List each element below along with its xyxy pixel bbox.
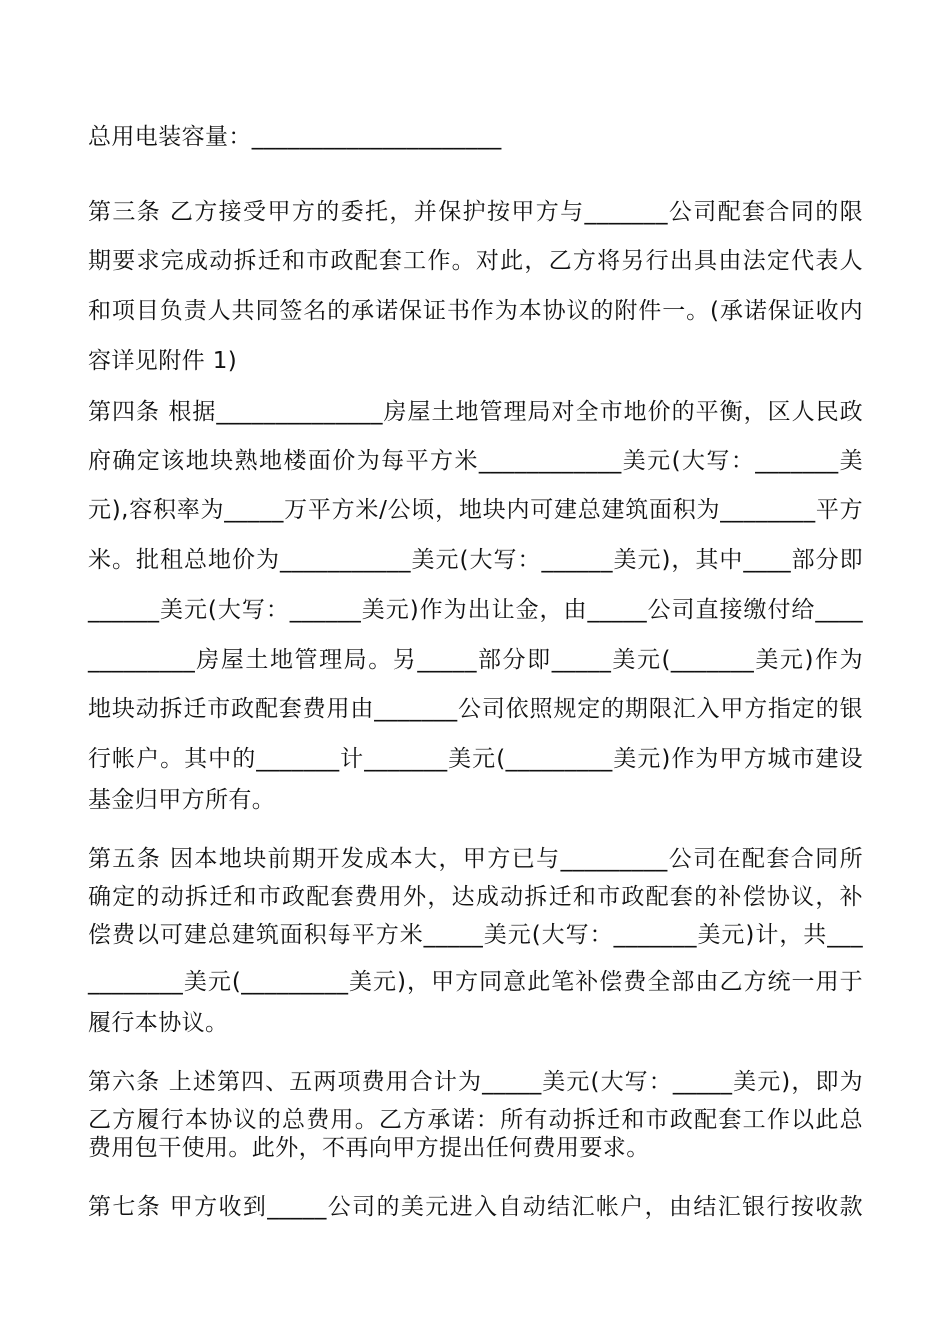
article-3-line-2: 期要求完成动拆迁和市政配套工作。对此，乙方将另行出具由法定代表人 [88,248,863,274]
article-5-line-1: 第五条 因本地块前期开发成本大，甲方已与_________公司在配套合同所 [88,846,863,872]
article-3-line-3: 和项目负责人共同签名的承诺保证书作为本协议的附件一。(承诺保证收内 [88,298,863,324]
article-5-line-2: 确定的动拆迁和市政配套费用外，达成动拆迁和市政配套的补偿协议，补 [88,884,863,910]
article-3-line-4: 容详见附件 1) [88,348,238,374]
article-5-line-3: 偿费以可建总建筑面积每平方米_____美元(大写：_______美元)计，共___ [88,922,863,948]
article-4-line-5: ______美元(大写：______美元)作为出让金，由_____公司直接缴付给____ [88,597,863,623]
article-4-line-3: 元),容积率为_____万平方米/公顷，地块内可建总建筑面积为________平方 [88,497,863,523]
article-4-line-1: 第四条 根据______________房屋土地管理局对全市地价的平衡，区人民政 [88,399,863,425]
article-7-line-1: 第七条 甲方收到_____公司的美元进入自动结汇帐户，由结汇银行按收款 [88,1194,863,1220]
article-5-line-5: 履行本协议。 [88,1010,229,1036]
article-4-line-4: 米。批租总地价为___________美元(大写：______美元)，其中____部分即 [88,547,863,573]
article-4-line-6: _________房屋土地管理局。另_____部分即_____美元(_______美元)作为 [88,647,863,673]
article-3-line-1: 第三条 乙方接受甲方的委托，并保护按甲方与_______公司配套合同的限 [88,199,863,225]
capacity-line: 总用电装容量：_____________________ [88,124,502,150]
article-5-line-4: ________美元(_________美元)，甲方同意此笔补偿费全部由乙方统一用于 [88,969,863,995]
article-6-line-1: 第六条 上述第四、五两项费用合计为_____美元(大写：_____美元)，即为 [88,1069,863,1095]
article-6-line-2: 乙方履行本协议的总费用。乙方承诺：所有动拆迁和市政配套工作以此总 [88,1107,863,1133]
article-4-line-8: 行帐户。其中的_______计_______美元(_________美元)作为甲方城市建设 [88,746,863,772]
article-4-line-7: 地块动拆迁市政配套费用由_______公司依照规定的期限汇入甲方指定的银 [88,696,863,722]
article-4-line-2: 府确定该地块熟地楼面价为每平方米____________美元(大写：_______美 [88,448,863,474]
article-4-line-9: 基金归甲方所有。 [88,787,276,813]
article-6-line-3: 费用包干使用。此外，不再向甲方提出任何费用要求。 [88,1135,650,1161]
